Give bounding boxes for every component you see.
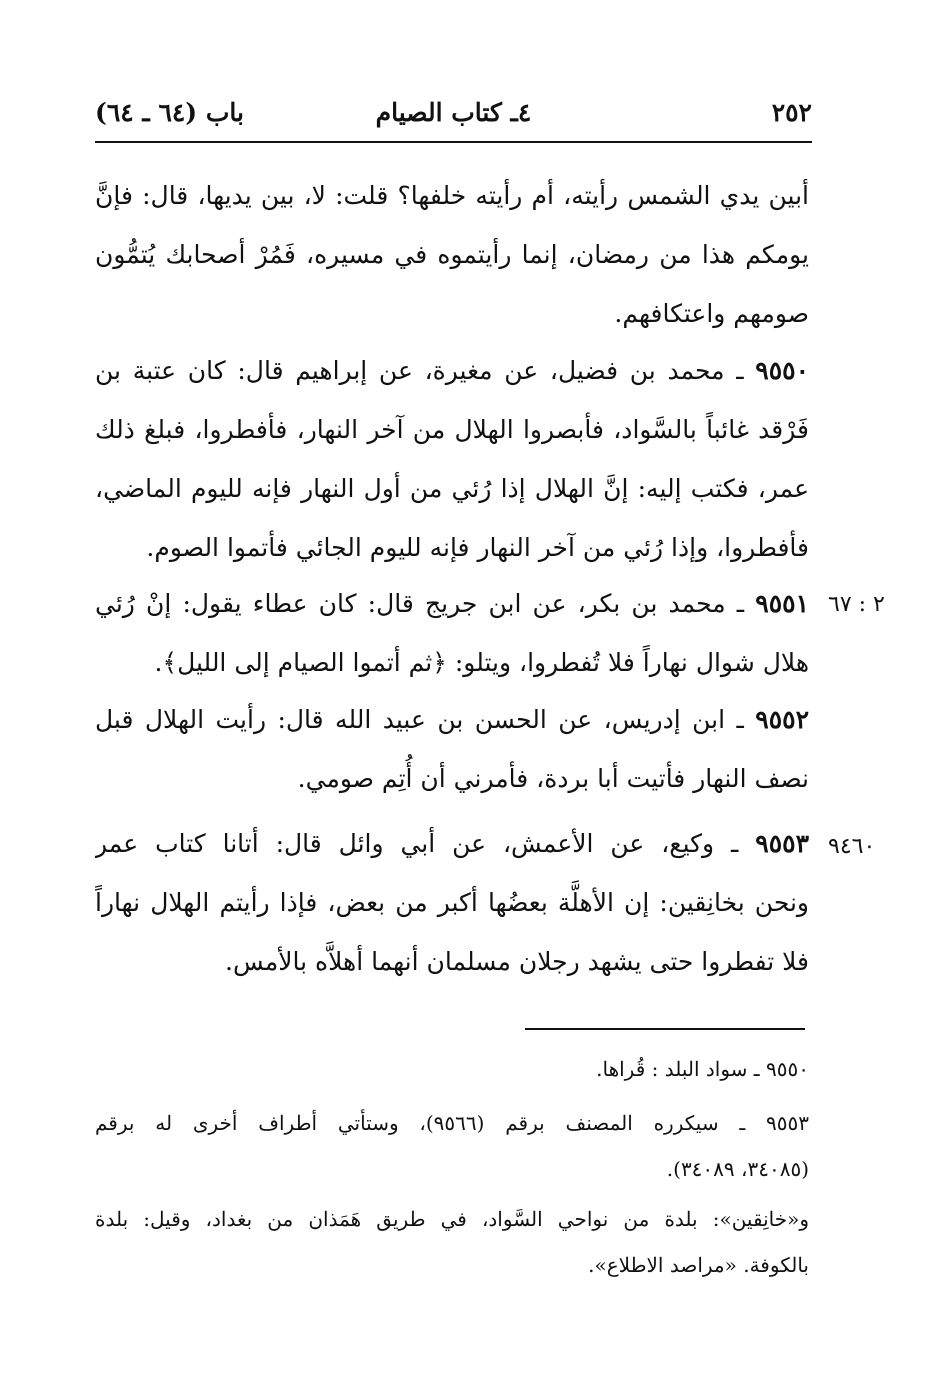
footnote-line: بالكوفة. «مراصد الاطلاع». — [588, 1253, 809, 1277]
page-header — [95, 98, 812, 132]
text-line: هلال شوال نهاراً فلا تُفطروا، ويتلو: ﴿ثم أتموا الصيام إلى الليل﴾. — [154, 648, 809, 677]
footnote-khaniqin — [95, 1196, 809, 1288]
margin-reference: ٢ : ٦٧ — [828, 592, 885, 617]
footnote-line: ٩٥٥٣ ـ سيكرره المصنف برقم (٩٥٦٦)، وستأتي أطراف أخرى له برقم — [95, 1111, 809, 1135]
text-line: ٩٥٥٢ ـ ابن إدريس، عن الحسن بن عبيد الله قال: رأيت الهلال قبل — [95, 705, 809, 734]
hadith-9550 — [95, 341, 809, 577]
text-line: ونحن بخانِقين: إن الأهلَّة بعضُها أكبر من بعض، فإذا رأيتم الهلال نهاراً — [95, 888, 809, 917]
footnote-9553 — [95, 1100, 809, 1192]
footnote-line: (٣٤٠٨٥، ٣٤٠٨٩). — [666, 1157, 809, 1181]
margin-reference: ٩٤٦٠ — [828, 834, 876, 859]
hadith-number: ٩٥٥٠ — [755, 356, 809, 385]
footnote-9550 — [95, 1046, 809, 1092]
text-line: ٩٥٥١ ـ محمد بن بكر، عن ابن جريج قال: كان عطاء يقول: إنْ رُئي — [95, 589, 809, 618]
text-line: عمر، فكتب إليه: إنَّ الهلال إذا رُئي من أول النهار فإنه لليوم الماضي، — [95, 474, 809, 503]
footnote-rule — [525, 1028, 805, 1030]
text-line: ٩٥٥٠ ـ محمد بن فضيل، عن مغيرة، عن إبراهيم قال: كان عتبة بن — [95, 356, 809, 385]
book-title: ٤ـ كتاب الصيام — [375, 98, 532, 127]
page-number: ٢٥٢ — [771, 98, 812, 127]
text-line: فَرْقد غائباً بالسَّواد، فأبصروا الهلال من آخر النهار، فأفطروا، فبلغ ذلك — [95, 415, 809, 444]
text-line: فلا تفطروا حتى يشهد رجلان مسلمان أنهما أهلاَّه بالأمس. — [225, 947, 809, 976]
header-rule — [95, 141, 812, 143]
text-line: نصف النهار فأتيت أبا بردة، فأمرني أن أُتِم صومي. — [297, 764, 809, 793]
hadith-number: ٩٥٥٣ — [755, 829, 809, 858]
text-line: يومكم هذا من رمضان، إنما رأيتموه في مسيره، فَمُرْ أصحابك يُتمُّون — [95, 240, 809, 269]
footnote-line: و«خانِقين»: بلدة من نواحي السَّواد، في طريق هَمَذان من بغداد، وقيل: بلدة — [95, 1207, 809, 1231]
hadith-9553 — [95, 814, 809, 991]
text-line: فأفطروا، وإذا رُئي من آخر النهار فإنه لليوم الجائي فأتموا الصوم. — [146, 533, 809, 562]
hadith-number: ٩٥٥١ — [755, 589, 809, 618]
hadith-number: ٩٥٥٢ — [755, 705, 809, 734]
footnote-line: ٩٥٥٠ ـ سواد البلد : قُراها. — [596, 1057, 809, 1081]
text-line: أبين يدي الشمس رأيته، أم رأيته خلفها؟ قلت: لا، بين يديها، قال: فإنَّ — [95, 181, 809, 210]
hadith-9551 — [95, 574, 809, 692]
hadith-9552 — [95, 690, 809, 808]
text-line: ٩٥٥٣ ـ وكيع، عن الأعمش، عن أبي وائل قال: أتانا كتاب عمر — [95, 829, 809, 858]
paragraph-continuation — [95, 166, 809, 343]
text-line: صومهم واعتكافهم. — [614, 299, 809, 328]
chapter-label: باب (٦٤ ـ ٦٤) — [95, 98, 244, 127]
